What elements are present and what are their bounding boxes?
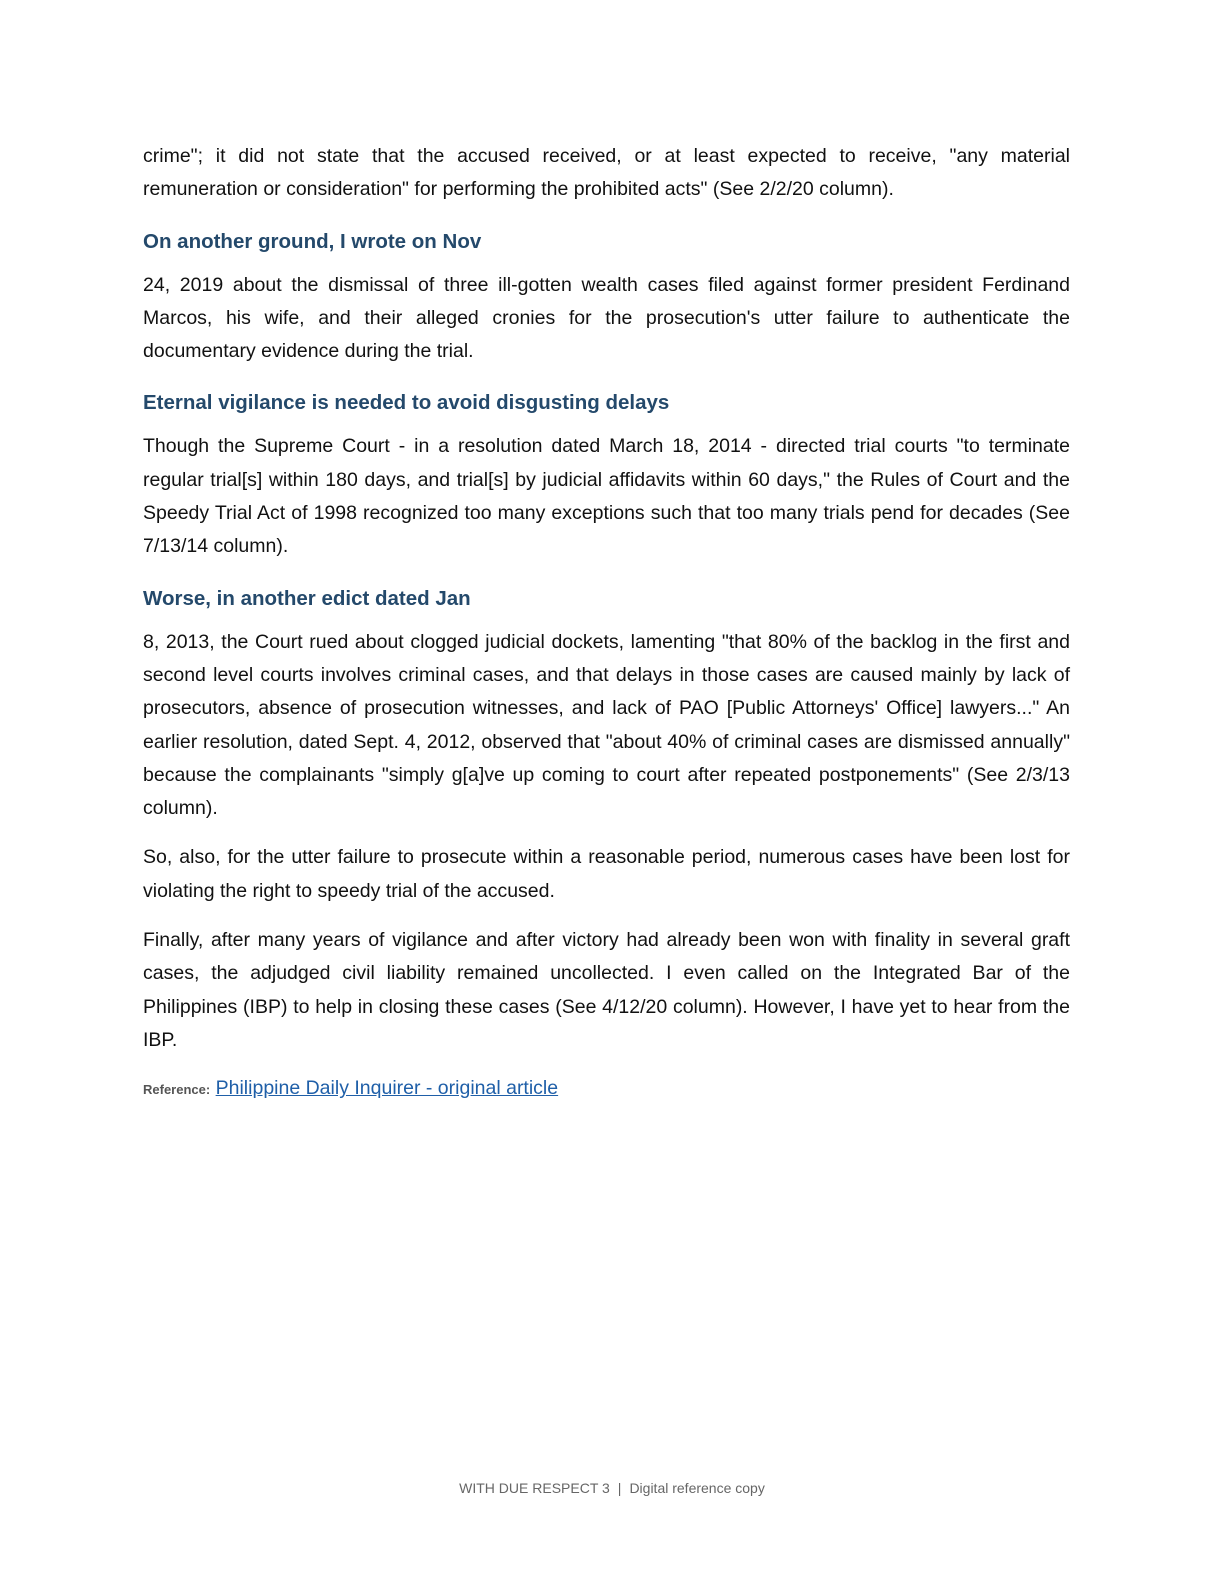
paragraph-1: crime"; it did not state that the accused received, or at least expected to receive, "any material remuneration or consideration" for performing the prohibited acts" (See 2/2/20 column). — [143, 145, 1070, 201]
footer-title: WITH DUE RESPECT 3 — [459, 1480, 610, 1496]
paragraph-5: So, also, for the utter failure to prosecute within a reasonable period, numerous cases have been lost for violating the right to speedy trial of the accused. — [143, 846, 1070, 902]
document-page — [143, 140, 1070, 1105]
paragraph-2: 24, 2019 about the dismissal of three ill-gotten wealth cases filed against former president Ferdinand Marcos, his wife, and their alleged cronies for the prosecution's utter failure to authenticate the documentary evidence during the trial. — [143, 273, 1070, 363]
footer-separator: | — [617, 1480, 622, 1496]
paragraph-6: Finally, after many years of vigilance and after victory had already been won with finality in several graft cases, the adjudged civil liability remained uncollected. I even called on the Integrated Bar of the Philippines (IBP) to help in closing these cases (See 4/12/20 column). However, I have yet to hear from the IBP. — [143, 929, 1070, 1051]
paragraph-4: 8, 2013, the Court rued about clogged judicial dockets, lamenting "that 80% of the backlog in the first and second level courts involves criminal cases, and that delays in those cases are caused mainly by lack of prosecutors, absence of prosecution witnesses, and lack of PAO [Public Attorneys' Office] lawyers..." An earlier resolution, dated Sept. 4, 2012, observed that "about 40% of criminal cases are dismissed annually" because the complainants "simply g[a]ve up coming to court after repeated postponements" (See 2/3/13 column). — [143, 630, 1070, 820]
heading-eternal-vigilance: Eternal vigilance is needed to avoid disgusting delays — [143, 391, 670, 415]
page-footer — [0, 1477, 1224, 1499]
paragraph-3: Though the Supreme Court - in a resolution dated March 18, 2014 - directed trial courts "to terminate regular trial[s] within 180 days, and trial[s] by judicial affidavits within 60 days," the Rules of Court and the Speedy Trial Act of 1998 recognized too many exceptions such that too many trials pend for decades (See 7/13/14 column). — [143, 435, 1070, 558]
reference-line — [143, 1073, 1070, 1105]
heading-another-ground: On another ground, I wrote on Nov — [143, 229, 482, 253]
heading-worse-edict: Worse, in another edict dated Jan — [143, 586, 471, 610]
footer-subtitle: Digital reference copy — [629, 1480, 765, 1496]
reference-label: Reference: — [143, 1082, 211, 1098]
reference-link[interactable]: Philippine Daily Inquirer - original article — [215, 1077, 559, 1100]
